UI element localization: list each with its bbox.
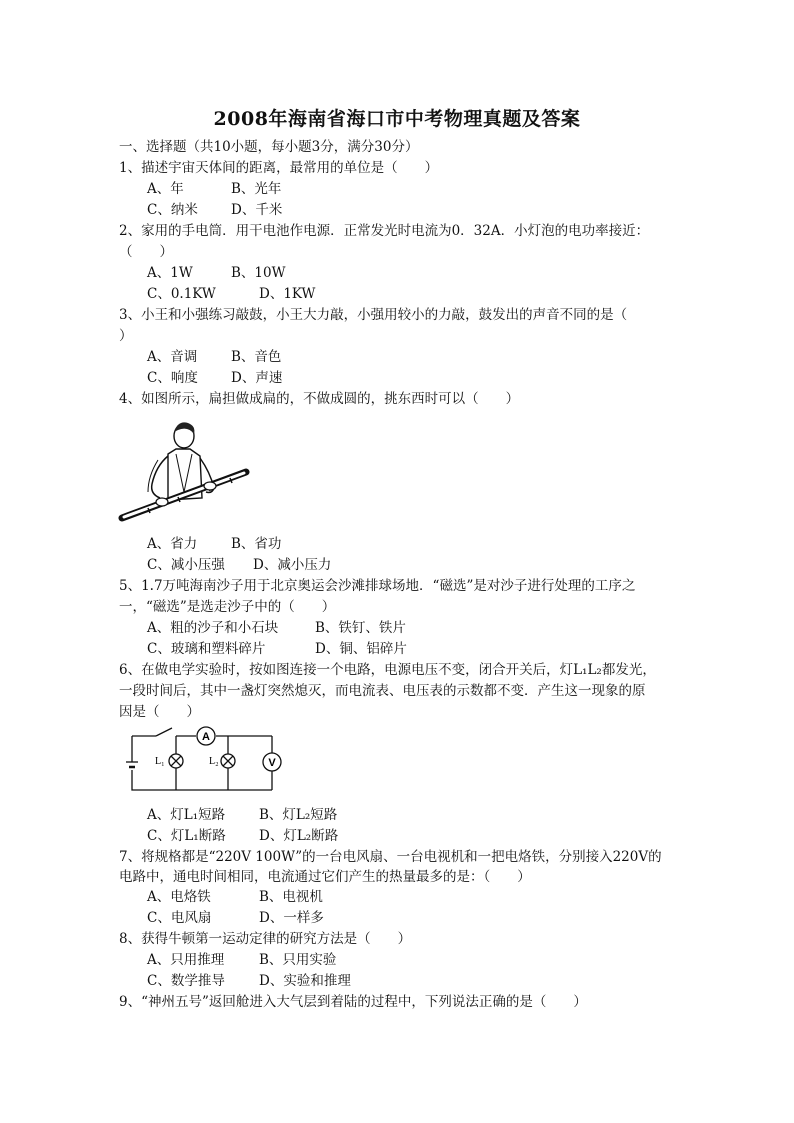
q4-option-c: C、减小压强: [147, 557, 225, 573]
q1-stem: 1、描述宇宙天体间的距离，最常用的单位是（ ）: [119, 160, 439, 176]
q7-option-c: C、电风扇: [147, 910, 212, 926]
q6-stem-cont2: 因是（ ）: [119, 704, 200, 720]
q3-option-a: A、音调: [147, 349, 198, 365]
q5-option-b: B、铁钉、铁片: [315, 620, 406, 636]
page-title: 2008年海南省海口市中考物理真题及答案: [213, 108, 581, 130]
q2-option-a: A、1W: [147, 265, 193, 281]
q2-option-b: B、10W: [231, 265, 286, 281]
q7-option-a: A、电烙铁: [147, 889, 211, 905]
q3-stem: 3、小王和小强练习敲鼓，小王大力敲，小强用较小的力敲，鼓发出的声音不同的是（: [119, 307, 628, 323]
circuit-diagram-figure: [124, 722, 286, 798]
lamp-l2-label: L₂: [209, 756, 219, 767]
q3-option-d: D、声速: [231, 370, 283, 386]
ammeter-label: A: [202, 731, 210, 743]
q6-stem-cont: 一段时间后，其中一盏灯突然熄灭，而电流表、电压表的示数都不变．产生这一现象的原: [119, 683, 646, 699]
q6-option-d: D、灯L₂断路: [259, 828, 339, 844]
q5-option-d: D、铜、铝碎片: [315, 641, 407, 657]
q3-option-c: C、响度: [147, 370, 198, 386]
q9-stem: 9、“神州五号”返回舱进入大气层到着陆的过程中，下列说法正确的是（ ）: [119, 994, 587, 1010]
voltmeter-label: V: [268, 757, 276, 769]
q7-stem: 7、将规格都是“220V 100W”的一台电风扇、一台电视机和一把电烙铁，分别接入220V的: [119, 849, 662, 865]
q4-option-d: D、减小压力: [253, 557, 332, 573]
q1-option-a: A、年: [147, 181, 184, 197]
q1-option-d: D、千米: [231, 202, 283, 218]
q8-option-a: A、只用推理: [147, 952, 225, 968]
q5-option-a: A、粗的沙子和小石块: [147, 620, 279, 636]
q1-option-b: B、光年: [231, 181, 282, 197]
q5-stem-cont: 一，“磁选”是选走沙子中的（ ）: [119, 599, 336, 615]
q8-option-c: C、数学推导: [147, 973, 225, 989]
q7-option-d: D、一样多: [259, 910, 324, 926]
q6-option-c: C、灯L₁断路: [147, 828, 226, 844]
q6-stem: 6、在做电学实验时，按如图连接一个电路，电源电压不变，闭合开关后，灯L₁L₂都发光，: [119, 662, 656, 678]
q2-stem: 2、家用的手电筒．用干电池作电源．正常发光时电流为0．32A．小灯泡的电功率接近：: [119, 223, 650, 239]
q7-stem-cont: 电路中，通电时间相同，电流通过它们产生的热量最多的是：（ ）: [119, 869, 531, 885]
q2-stem-cont: （ ）: [119, 244, 173, 260]
q1-option-c: C、纳米: [147, 202, 198, 218]
q8-stem: 8、获得牛顿第一运动定律的研究方法是（ ）: [119, 931, 412, 947]
q8-option-d: D、实验和推理: [259, 973, 351, 989]
q3-stem-cont: ）: [119, 328, 133, 344]
q5-stem: 5、1.7万吨海南沙子用于北京奥运会沙滩排球场地．“磁选”是对沙子进行处理的工序之: [119, 578, 636, 594]
q4-option-b: B、省功: [231, 536, 282, 552]
q3-option-b: B、音色: [231, 349, 282, 365]
q6-option-a: A、灯L₁短路: [147, 807, 226, 823]
q2-option-c: C、0.1KW: [147, 286, 216, 302]
q2-option-d: D、1KW: [259, 286, 316, 302]
q5-option-c: C、玻璃和塑料碎片: [147, 641, 266, 657]
q6-option-b: B、灯L₂短路: [259, 807, 338, 823]
q4-stem: 4、如图所示，扁担做成扁的，不做成圆的，挑东西时可以（ ）: [119, 391, 520, 407]
q7-option-b: B、电视机: [259, 889, 323, 905]
lamp-l1-label: L₁: [155, 756, 165, 767]
shoulder-pole-figure: [118, 414, 258, 526]
section-heading: 一、选择题（共10小题，每小题3分，满分30分）: [119, 139, 419, 155]
q8-option-b: B、只用实验: [259, 952, 337, 968]
q4-option-a: A、省力: [147, 536, 198, 552]
